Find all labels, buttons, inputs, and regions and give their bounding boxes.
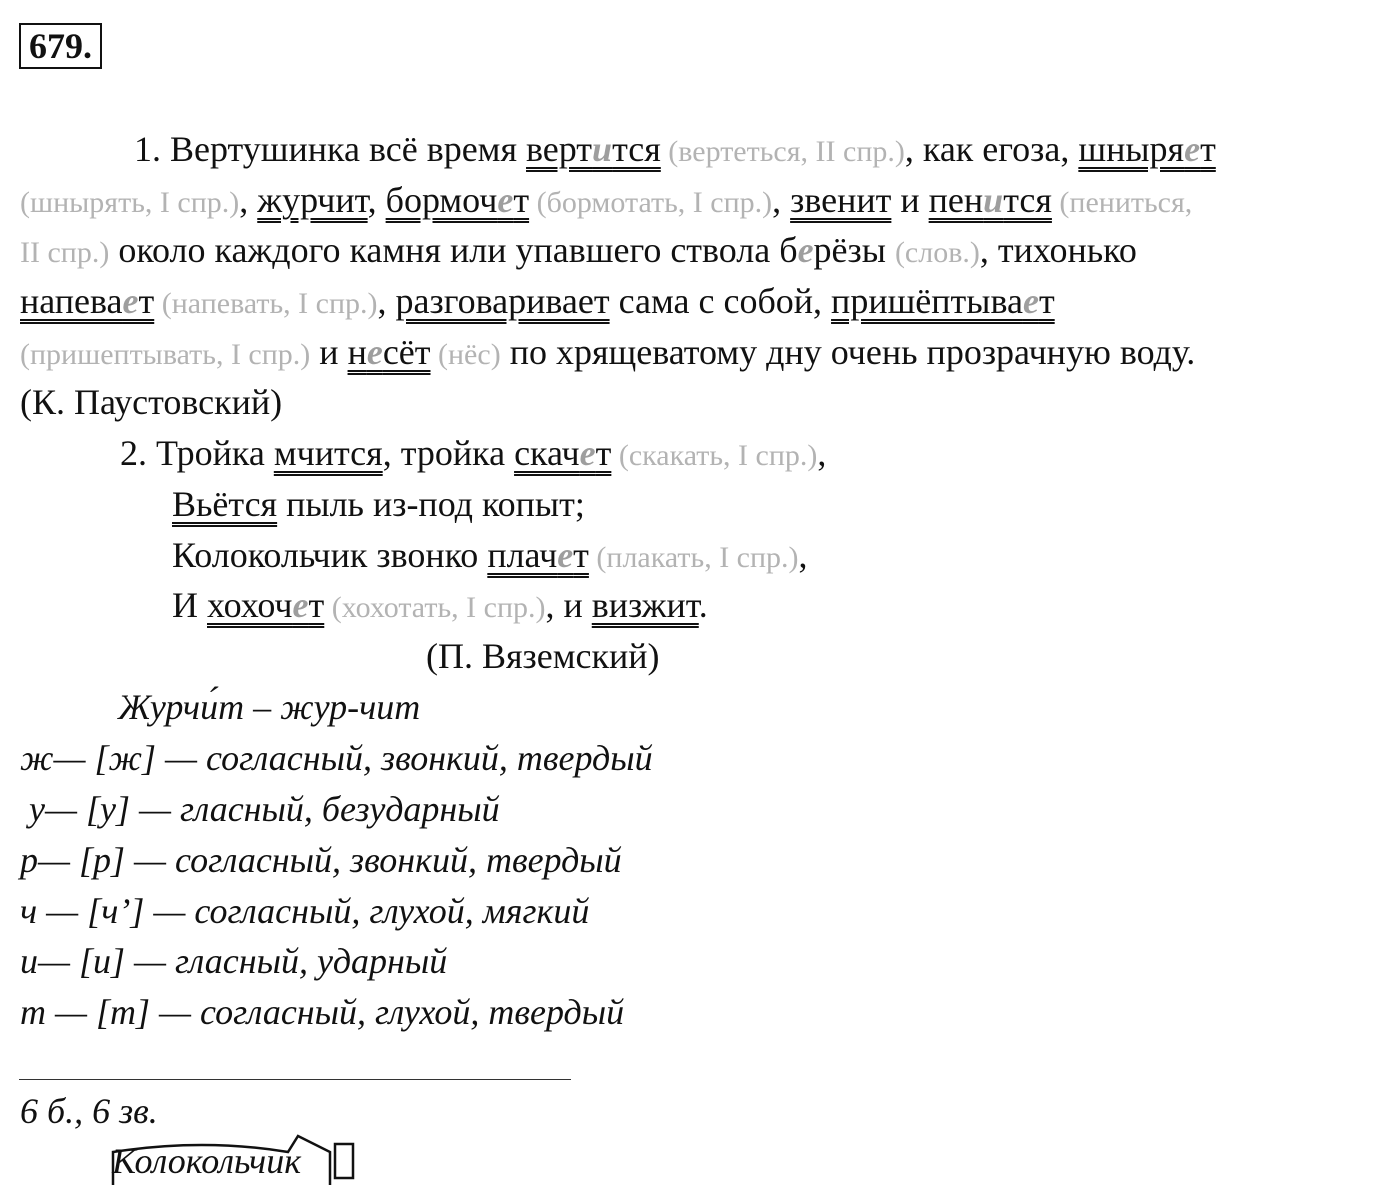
- note: (скакать, I спр.): [611, 439, 818, 472]
- verb-bormochet: бормочет: [385, 180, 530, 220]
- author-vyazemsky: (П. Вяземский): [426, 636, 660, 676]
- divider: [19, 1079, 571, 1080]
- task-number: 679.: [19, 23, 102, 69]
- ending: и: [983, 180, 1004, 220]
- ending-box: [335, 1144, 353, 1178]
- note: (пришептывать, I спр.): [20, 338, 311, 371]
- verb-zhurchit: журчит: [257, 180, 368, 220]
- verb-zvenit: звенит: [790, 180, 892, 220]
- verb-penitsya: пенится: [928, 180, 1052, 220]
- note: (вертеться, II спр.): [660, 135, 905, 168]
- s1-line-2: (шнырять, I спр.), журчит, бормочет (бормотать, I спр.), звенит и пенится (пениться,: [20, 180, 1193, 220]
- verb-vyotsya: Вьётся: [172, 484, 278, 524]
- ending: е: [1184, 129, 1201, 169]
- ending: е: [366, 332, 383, 372]
- ending: е: [1022, 281, 1039, 321]
- phonetic-row: ч — [ч’] — согласный, глухой, мягкий: [20, 891, 590, 931]
- phonetic-row: и— [и] — гласный, ударный: [20, 941, 448, 981]
- phonetic-row: ж— [ж] — согласный, звонкий, твердый: [20, 738, 653, 778]
- ending: е: [579, 433, 596, 473]
- s2-line-2: Вьётся пыль из-под копыт;: [172, 484, 585, 524]
- verb-plachet: плачет: [487, 535, 589, 575]
- note: II спр.): [20, 236, 110, 269]
- verb-mchitsya: мчится: [273, 433, 383, 473]
- ending: е: [497, 180, 514, 220]
- ending: и: [592, 129, 613, 169]
- ending: е: [292, 585, 309, 625]
- note: (напевать, I спр.): [154, 287, 378, 320]
- note: (пениться,: [1051, 186, 1193, 219]
- note: (бормотать, I спр.): [529, 186, 773, 219]
- note: (шнырять, I спр.): [20, 186, 240, 219]
- note: (хохотать, I спр.): [324, 591, 546, 624]
- text: 1. Вертушинка всё время: [134, 129, 527, 169]
- verb-vizzhit: визжит: [591, 585, 699, 625]
- verb-nesyot: несёт: [347, 332, 431, 372]
- verb-prishoptyvaet: пришёптывает: [831, 281, 1055, 321]
- phonetic-row: р— [р] — согласный, звонкий, твердый: [20, 840, 622, 880]
- phonetic-title: Журчи́т – жур-чит: [118, 687, 421, 727]
- s1-line-1: [20, 126, 1216, 175]
- s2-line-1: 2. Тройка мчится, тройка скачет (скакать, I спр.),: [120, 433, 827, 473]
- s2-line-3: Колокольчик звонко плачет (плакать, I спр.),: [172, 535, 808, 575]
- note: (нёс): [430, 338, 501, 371]
- note: (плакать, I спр.): [588, 541, 799, 574]
- verb-khokhochet: хохочет: [207, 585, 325, 625]
- verb-razgovarivaet: разговаривает: [395, 281, 610, 321]
- verb-vertitsya: вертится: [526, 129, 661, 169]
- s2-line-4: И хохочет (хохотать, I спр.), и визжит.: [172, 585, 708, 625]
- verb-napevaet: напевает: [20, 281, 155, 321]
- note: (слов.): [894, 236, 980, 269]
- s1-line-3: II спр.) около каждого камня или упавшего ствола берёзы (слов.), тихонько: [20, 230, 1137, 270]
- text: , как егоза,: [904, 129, 1079, 169]
- s1-line-4: напевает (напевать, I спр.), разговаривает сама с собой, пришёптывает: [20, 281, 1055, 321]
- morpheme-word: Колокольчик: [112, 1141, 302, 1181]
- ending: е: [797, 230, 814, 270]
- verb-skachet: скачет: [514, 433, 612, 473]
- phonetic-row: у— [у] — гласный, безударный: [20, 789, 500, 829]
- morpheme-diagram: [108, 1130, 368, 1190]
- phonetic-row: т — [т] — согласный, глухой, твердый: [20, 992, 625, 1032]
- ending: е: [122, 281, 139, 321]
- verb-shnyryaet: шныряет: [1078, 129, 1216, 169]
- phonetic-summary: 6 б., 6 зв.: [20, 1091, 158, 1131]
- author-paustovsky: (К. Паустовский): [20, 382, 283, 422]
- s1-line-5: (пришептывать, I спр.) и несёт (нёс) по хрящеватому дну очень прозрачную воду.: [20, 332, 1196, 372]
- ending: е: [557, 535, 574, 575]
